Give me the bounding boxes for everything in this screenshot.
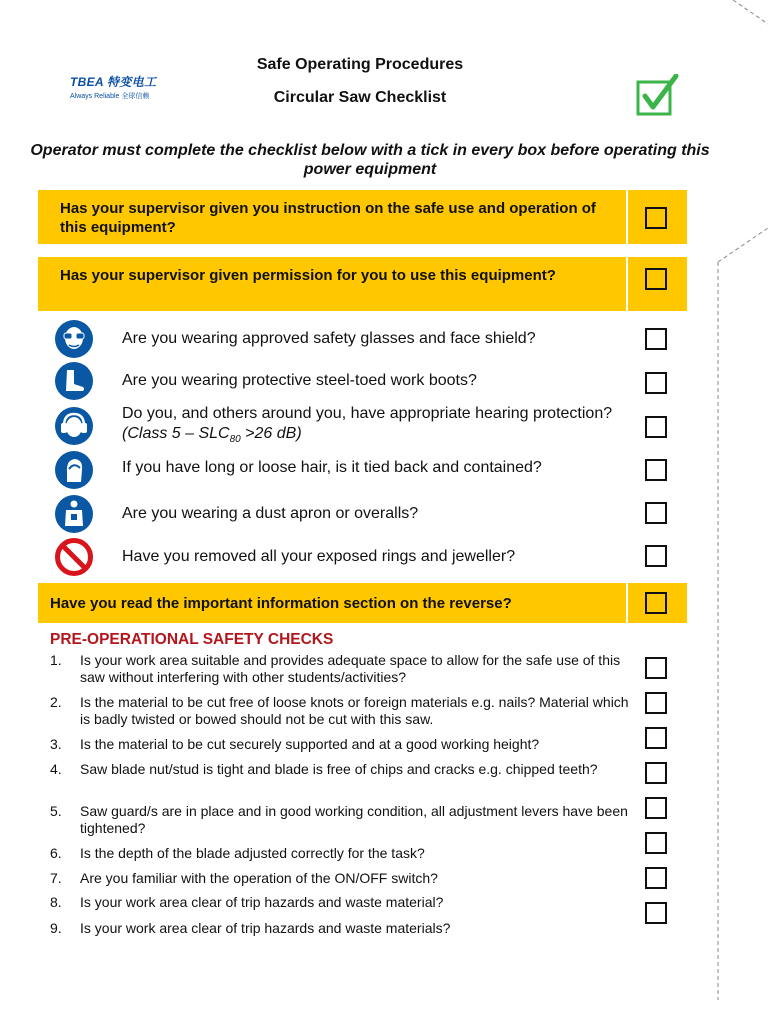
check-text: Is your work area suitable and provides adequate space to allow for the safe use of this saw without interfering with other students/activities? [80,652,621,685]
supervisor-permission-checkbox[interactable] [645,268,667,290]
apron-icon [54,494,94,534]
supervisor-instruction-row [38,190,687,244]
supervisor-instruction-checkbox[interactable] [645,207,667,229]
apron-checkbox[interactable] [645,502,667,524]
work-boots-checkbox[interactable] [645,372,667,394]
check-text: Is your work area clear of trip hazards and waste material? [80,894,444,910]
check-number: 2. [50,694,62,710]
row-divider [626,190,628,244]
hearing-protection-icon [54,406,94,446]
hearing-protection-checkbox[interactable] [645,416,667,438]
check-number: 8. [50,894,62,910]
check-text: Saw blade nut/stud is tight and blade is free of chips and cracks e.g. chipped teeth? [80,761,598,777]
check-number: 7. [50,870,62,886]
hair-tied-icon [54,450,94,490]
check-number: 5. [50,803,62,819]
ppe-question-text: Are you wearing approved safety glasses and face shield? [122,330,536,347]
hearing-class-note: (Class $5 - SLC_{80} >26$ dB) [122,425,302,446]
ppe-question-text: Have you removed all your exposed rings and jeweller? [122,548,516,565]
question-text: Has your supervisor given permission for you to use this equipment? [60,267,556,284]
section-title: PRE-OPERATIONAL SAFETY CHECKS [50,631,334,648]
reverse-info-row [38,583,687,623]
safety-glasses-icon [54,319,94,359]
ppe-question-text: Are you wearing a dust apron or overalls? [122,505,419,522]
logo-wordmark: TBEA 特变电工 [70,75,157,89]
check-7-checkbox[interactable] [645,867,667,889]
check-2-checkbox[interactable] [645,692,667,714]
row-divider [626,257,628,311]
ppe-question-text: Are you wearing protective steel-toed work boots? [122,372,477,389]
check-text: Are you familiar with the operation of the ON/OFF switch? [80,870,438,886]
check-number: 6. [50,845,62,861]
check-text: Is the material to be cut free of loose knots or foreign materials e.g. nails? Material which is badly twisted or bowed should not be cut with this saw. [80,694,629,727]
check-number: 3. [50,736,62,752]
page-title: Safe Operating Procedures [256,56,464,73]
question-text: Have you read the important information section on the reverse? [50,595,512,612]
page-subtitle: Circular Saw Checklist [273,89,447,106]
checked-box-icon [636,74,680,116]
check-6-checkbox[interactable] [645,832,667,854]
check-1-checkbox[interactable] [645,657,667,679]
check-text: Is your work area clear of trip hazards and waste materials? [80,920,451,936]
operator-instruction: Operator must complete the checklist below with a tick in every box before operating this power equipment [30,142,710,178]
no-jewellery-checkbox[interactable] [645,545,667,567]
question-text: Has your supervisor given you instruction on the safe use and operation of this equipment? [60,200,596,236]
ppe-question-text: Do you, and others around you, have appropriate hearing protection? [122,405,613,422]
check-number: 4. [50,761,62,777]
check-8-checkbox[interactable] [645,902,667,924]
check-text: Saw guard/s are in place and in good working condition, all adjustment levers have been tightened? [80,803,628,836]
check-number: 9. [50,920,62,936]
reverse-info-checkbox[interactable] [645,592,667,614]
check-3-checkbox[interactable] [645,727,667,749]
supervisor-permission-row [38,257,687,311]
hair-tied-checkbox[interactable] [645,459,667,481]
work-boots-icon [54,361,94,401]
check-text: Is the material to be cut securely supported and at a good working height? [80,736,540,752]
logo-tagline: Always Reliable 全球信赖 [70,93,150,100]
hearing-question [122,404,622,450]
check-text: Is the depth of the blade adjusted correctly for the task? [80,845,425,861]
check-5-checkbox[interactable] [645,797,667,819]
check-number: 1. [50,652,62,668]
no-jewellery-icon [54,537,94,577]
row-divider [626,583,628,623]
safety-glasses-checkbox[interactable] [645,328,667,350]
ppe-question-text: If you have long or loose hair, is it tied back and contained? [122,459,542,476]
check-4-checkbox[interactable] [645,762,667,784]
